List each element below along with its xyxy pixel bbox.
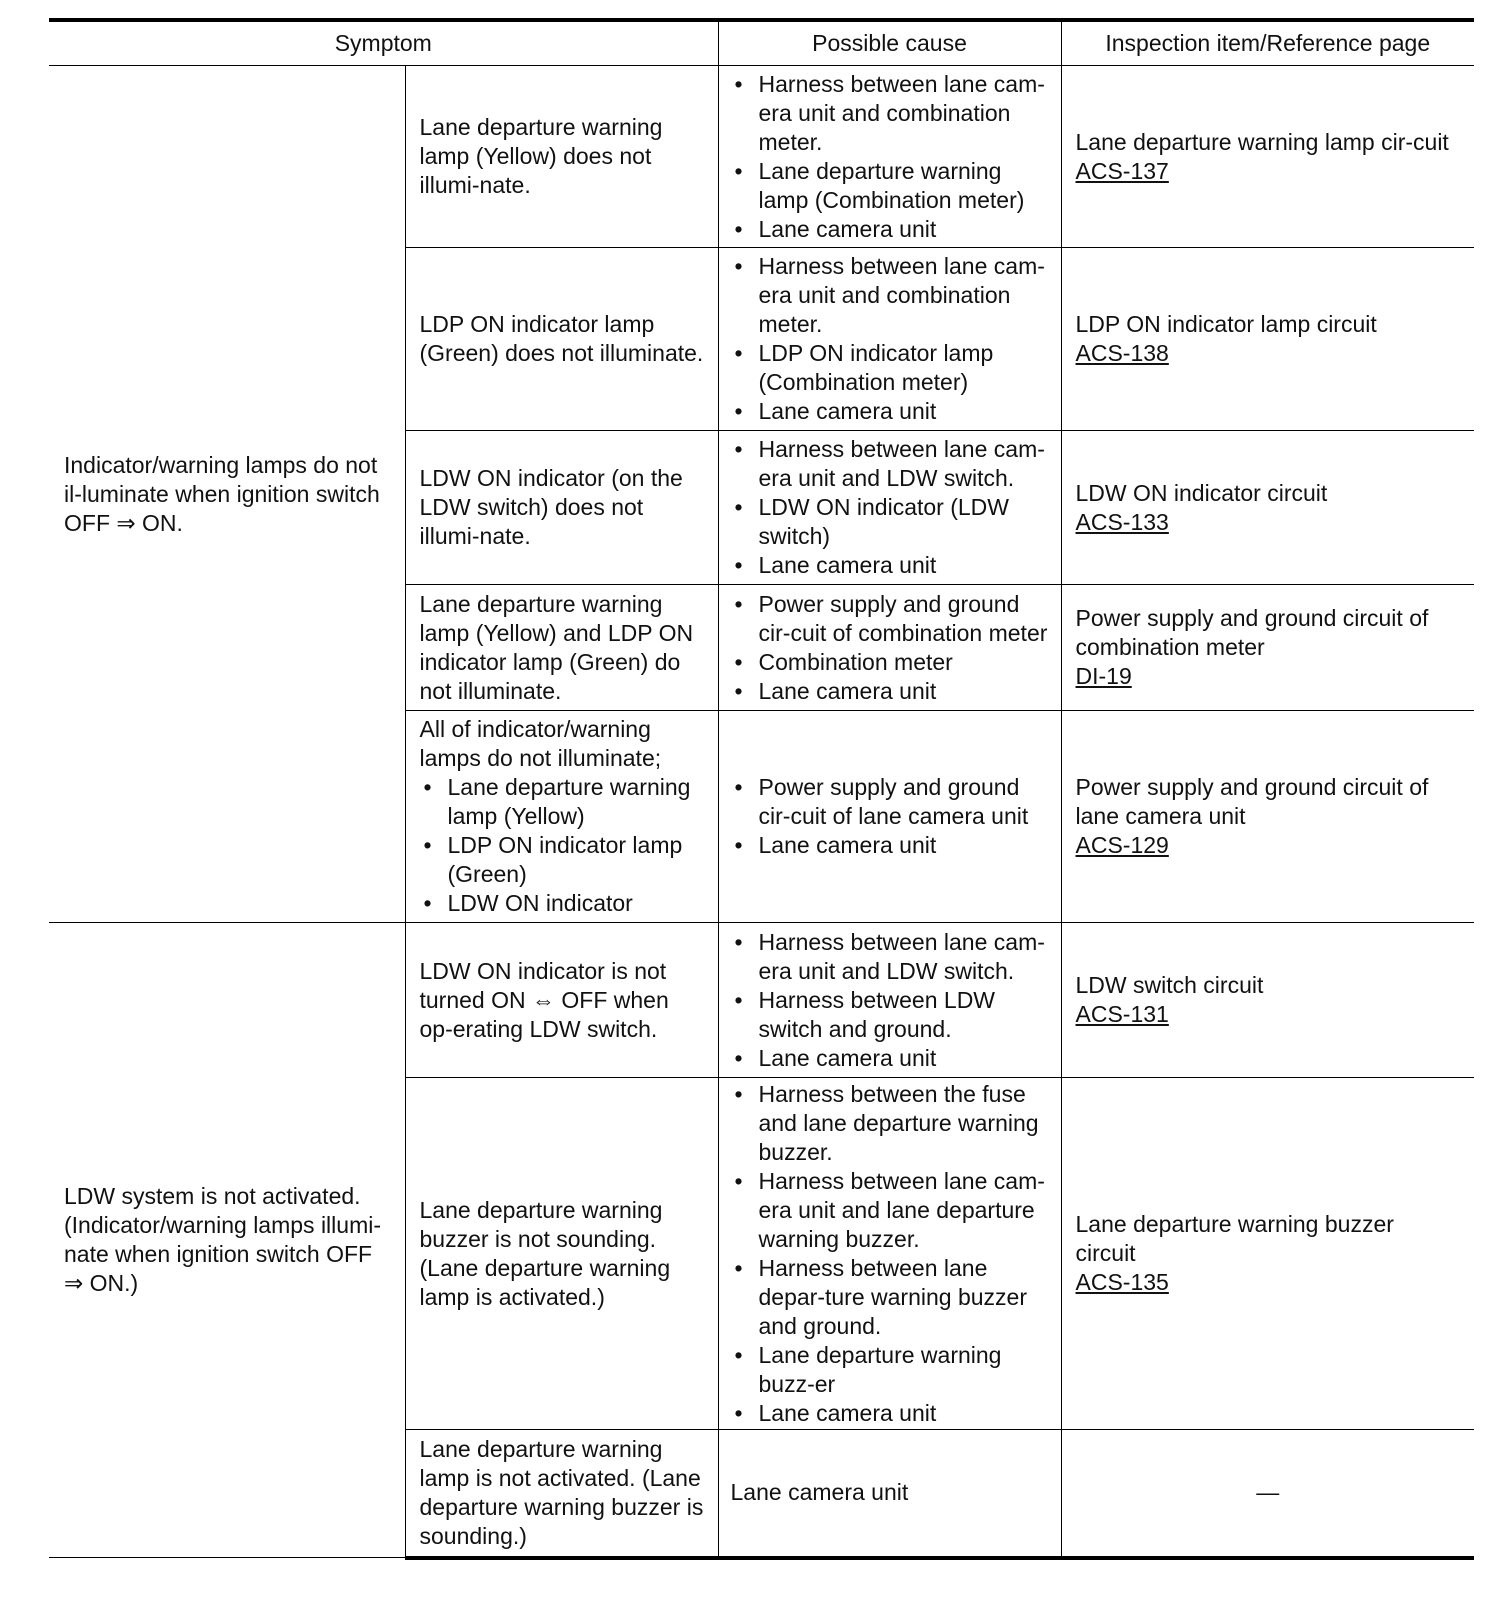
list-item: • Harness between lane cam-era unit and combination meter.: [731, 252, 1053, 339]
cause-cell: [718, 711, 1061, 923]
reference-link[interactable]: ACS-135: [1075, 1269, 1169, 1295]
symptom-list: [420, 773, 704, 918]
inspection-text: Power supply and ground circuit of lane camera unit: [1075, 774, 1429, 829]
list-item: • LDW ON indicator (LDW switch): [731, 493, 1053, 551]
cause-cell: [718, 248, 1061, 431]
symptom-group-1: Indicator/warning lamps do not il-luminate when ignition switch OFF ⇒ ON.: [49, 66, 405, 923]
symptom-intro: All of indicator/warning lamps do not illuminate;: [419, 716, 662, 771]
reference-link[interactable]: DI-19: [1075, 663, 1132, 689]
cause-cell: [718, 66, 1061, 248]
cause-list: [731, 435, 1053, 580]
reference-link[interactable]: ACS-133: [1075, 508, 1169, 535]
list-item: • LDP ON indicator lamp (Combination meter): [731, 339, 1053, 397]
list-item: • LDP ON indicator lamp (Green): [420, 831, 704, 889]
list-item: • Lane camera unit: [731, 397, 1053, 426]
header-row: [49, 20, 1474, 66]
cause-cell: Lane camera unit: [718, 1430, 1061, 1558]
inspection-cell: [1061, 1078, 1474, 1430]
list-item: • Harness between lane cam-era unit and combination meter.: [731, 70, 1053, 157]
list-item: • Power supply and ground cir-cuit of combination meter: [731, 590, 1053, 648]
symptom-cell: Lane departure warning lamp (Yellow) and LDP ON indicator lamp (Green) do not illuminate.: [405, 585, 718, 711]
list-item: • Lane camera unit: [731, 1044, 1053, 1073]
inspection-text: LDP ON indicator lamp circuit: [1075, 311, 1377, 337]
cause-list: [731, 928, 1053, 1073]
list-item: • Combination meter: [731, 648, 1053, 677]
list-item: • Lane camera unit: [731, 1399, 1053, 1428]
list-item: • Lane camera unit: [731, 215, 1053, 244]
diagnosis-table: [49, 18, 1474, 1560]
list-item: • Harness between lane depar-ture warning buzzer and ground.: [731, 1254, 1053, 1341]
inspection-dash: —: [1256, 1479, 1280, 1506]
symptom-cell: LDW ON indicator is not turned ON ⇔ OFF when op-erating LDW switch.: [405, 923, 718, 1078]
list-item: • Harness between the fuse and lane departure warning buzzer.: [731, 1080, 1053, 1167]
list-item: • LDW ON indicator: [420, 889, 704, 918]
symptom-cell: LDW ON indicator (on the LDW switch) does not illumi-nate.: [405, 431, 718, 585]
cause-list: [731, 773, 1053, 860]
cause-cell: [718, 923, 1061, 1078]
symptom-cell: LDP ON indicator lamp (Green) does not illuminate.: [405, 248, 718, 431]
list-item: • Harness between lane cam-era unit and LDW switch.: [731, 928, 1053, 986]
list-item: • Lane departure warning buzz-er: [731, 1341, 1053, 1399]
cause-list: [731, 70, 1053, 244]
inspection-text: LDW ON indicator circuit: [1075, 479, 1328, 506]
cause-cell: [718, 1078, 1061, 1430]
table-row: [49, 66, 1474, 248]
list-item: • Harness between lane cam-era unit and LDW switch.: [731, 435, 1053, 493]
inspection-text: LDW switch circuit: [1075, 972, 1264, 998]
symptom-cell: Lane departure warning buzzer is not sounding. (Lane departure warning lamp is activated.): [405, 1078, 718, 1430]
inspection-cell: [1061, 66, 1474, 248]
symptom-group-2: LDW system is not activated. (Indicator/warning lamps illumi-nate when ignition switch OFF ⇒ ON.): [49, 923, 405, 1558]
list-item: • Harness between LDW switch and ground.: [731, 986, 1053, 1044]
inspection-cell: [1061, 923, 1474, 1078]
list-item: • Lane camera unit: [731, 551, 1053, 580]
inspection-text: Power supply and ground circuit of combination meter: [1075, 605, 1429, 660]
reference-link[interactable]: ACS-137: [1075, 157, 1169, 184]
inspection-cell: [1061, 711, 1474, 923]
cause-cell: [718, 431, 1061, 585]
reference-link[interactable]: ACS-131: [1075, 1001, 1169, 1027]
list-item: • Harness between lane cam-era unit and lane departure warning buzzer.: [731, 1167, 1053, 1254]
reference-link[interactable]: ACS-138: [1075, 340, 1169, 366]
symptom-cell: Lane departure warning lamp is not activated. (Lane departure warning buzzer is sounding.): [405, 1430, 718, 1558]
header-symptom: Symptom: [49, 20, 718, 66]
reference-link[interactable]: ACS-129: [1075, 832, 1169, 858]
inspection-text: Lane departure warning buzzer circuit: [1075, 1211, 1394, 1266]
symptom-cell: Lane departure warning lamp (Yellow) does not illumi-nate.: [405, 66, 718, 248]
table-row: [49, 923, 1474, 1078]
header-possible-cause: Possible cause: [718, 20, 1061, 66]
list-item: • Lane departure warning lamp (Yellow): [420, 773, 704, 831]
inspection-cell: [1061, 431, 1474, 585]
list-item: • Lane departure warning lamp (Combination meter): [731, 157, 1053, 215]
cause-list: [731, 590, 1053, 706]
inspection-cell: [1061, 585, 1474, 711]
list-item: • Power supply and ground cir-cuit of lane camera unit: [731, 773, 1053, 831]
symptom-cell: [405, 711, 718, 923]
list-item: • Lane camera unit: [731, 831, 1053, 860]
list-item: • Lane camera unit: [731, 677, 1053, 706]
inspection-cell: [1061, 1430, 1474, 1558]
inspection-text: Lane departure warning lamp cir-cuit: [1075, 128, 1449, 155]
cause-cell: [718, 585, 1061, 711]
header-inspection: Inspection item/Reference page: [1061, 20, 1474, 66]
cause-list: [731, 252, 1053, 426]
inspection-cell: [1061, 248, 1474, 431]
cause-list: [731, 1080, 1053, 1428]
